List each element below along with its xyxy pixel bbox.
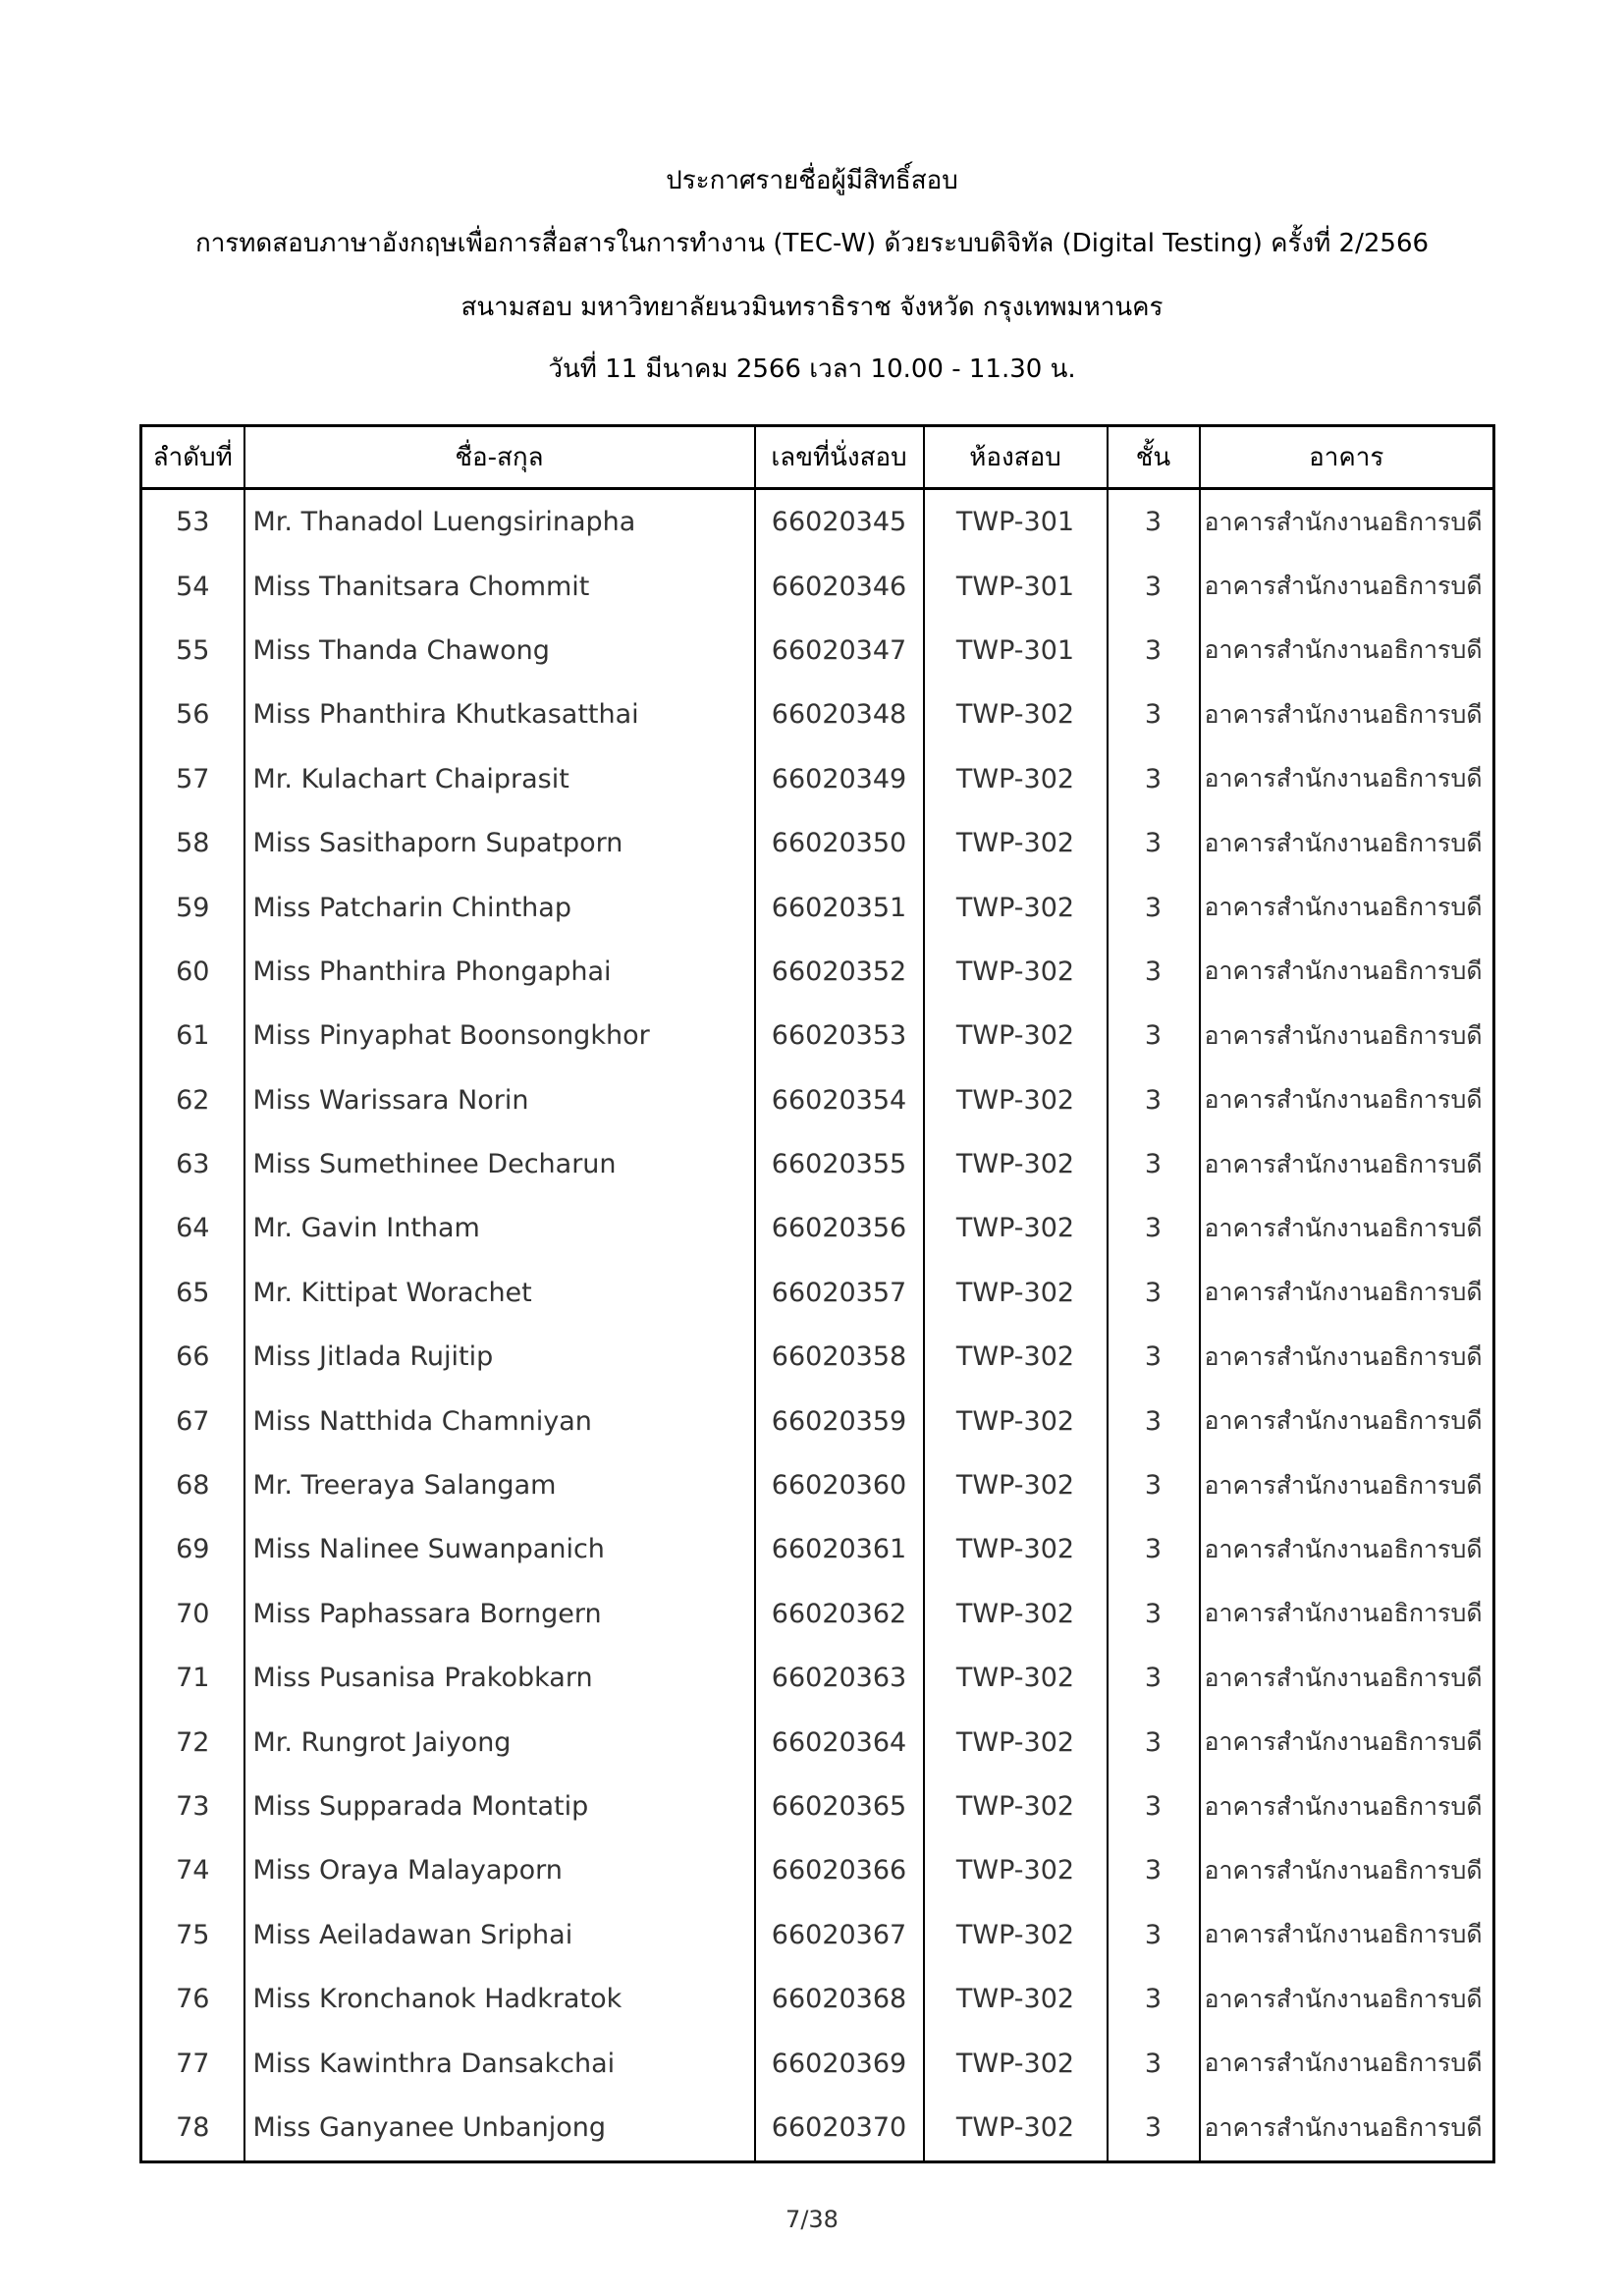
floor: 3	[1108, 489, 1200, 555]
floor: 3	[1108, 2096, 1200, 2162]
seat-number: 66020345	[755, 489, 924, 555]
column-header-seat: เลขที่นั่งสอบ	[755, 426, 924, 489]
exam-venue: สนามสอบ มหาวิทยาลัยนวมินทราธิราช จังหวัด กรุงเทพมหานคร	[460, 293, 1164, 322]
candidate-name: Miss Pinyaphat Boonsongkhor	[244, 1004, 755, 1067]
table-row	[141, 811, 1494, 875]
row-number: 73	[141, 1775, 244, 1838]
seat-number: 66020360	[755, 1453, 924, 1517]
candidate-name: Mr. Kulachart Chaiprasit	[244, 747, 755, 811]
exam-room: TWP-302	[924, 1710, 1108, 1774]
floor: 3	[1108, 940, 1200, 1004]
table-row	[141, 1967, 1494, 2031]
floor: 3	[1108, 1004, 1200, 1067]
building: อาคารสำนักงานอธิการบดี	[1200, 1646, 1494, 1710]
row-number: 58	[141, 811, 244, 875]
row-number: 57	[141, 747, 244, 811]
row-number: 56	[141, 683, 244, 746]
table-row	[141, 1196, 1494, 1260]
exam-room: TWP-302	[924, 875, 1108, 939]
row-number: 60	[141, 940, 244, 1004]
exam-room: TWP-302	[924, 747, 1108, 811]
floor: 3	[1108, 1582, 1200, 1646]
floor: 3	[1108, 619, 1200, 683]
exam-room: TWP-301	[924, 489, 1108, 555]
exam-room: TWP-302	[924, 1903, 1108, 1967]
building: อาคารสำนักงานอธิการบดี	[1200, 1838, 1494, 1902]
candidate-name: Mr. Rungrot Jaiyong	[244, 1710, 755, 1774]
building: อาคารสำนักงานอธิการบดี	[1200, 1517, 1494, 1581]
table-row	[141, 2031, 1494, 2095]
table-row	[141, 683, 1494, 746]
floor: 3	[1108, 1517, 1200, 1581]
building: อาคารสำนักงานอธิการบดี	[1200, 619, 1494, 683]
floor: 3	[1108, 554, 1200, 618]
seat-number: 66020347	[755, 619, 924, 683]
row-number: 78	[141, 2096, 244, 2162]
floor: 3	[1108, 1775, 1200, 1838]
seat-number: 66020358	[755, 1325, 924, 1389]
candidate-name: Miss Kronchanok Hadkratok	[244, 1967, 755, 2031]
candidate-name: Miss Kawinthra Dansakchai	[244, 2031, 755, 2095]
seat-number: 66020367	[755, 1903, 924, 1967]
candidate-name: Miss Sumethinee Decharun	[244, 1132, 755, 1196]
seat-number: 66020368	[755, 1967, 924, 2031]
row-number: 66	[141, 1325, 244, 1389]
table-row	[141, 2096, 1494, 2162]
candidate-name: Miss Supparada Montatip	[244, 1775, 755, 1838]
building: อาคารสำนักงานอธิการบดี	[1200, 1775, 1494, 1838]
seat-number: 66020351	[755, 875, 924, 939]
table-row	[141, 1517, 1494, 1581]
candidate-name: Miss Nalinee Suwanpanich	[244, 1517, 755, 1581]
building: อาคารสำนักงานอธิการบดี	[1200, 1582, 1494, 1646]
building: อาคารสำนักงานอธิการบดี	[1200, 1389, 1494, 1452]
table-row	[141, 1775, 1494, 1838]
candidate-name: Miss Jitlada Rujitip	[244, 1325, 755, 1389]
building: อาคารสำนักงานอธิการบดี	[1200, 747, 1494, 811]
exam-room: TWP-302	[924, 1389, 1108, 1452]
table-row	[141, 1903, 1494, 1967]
column-header-room: ห้องสอบ	[924, 426, 1108, 489]
exam-room: TWP-302	[924, 1517, 1108, 1581]
exam-room: TWP-302	[924, 1582, 1108, 1646]
exam-room: TWP-302	[924, 940, 1108, 1004]
floor: 3	[1108, 1646, 1200, 1710]
seat-number: 66020362	[755, 1582, 924, 1646]
row-number: 59	[141, 875, 244, 939]
candidate-name: Miss Warissara Norin	[244, 1068, 755, 1132]
building: อาคารสำนักงานอธิการบดี	[1200, 1325, 1494, 1389]
exam-room: TWP-302	[924, 2096, 1108, 2162]
exam-room: TWP-302	[924, 683, 1108, 746]
exam-room: TWP-302	[924, 1004, 1108, 1067]
exam-room: TWP-302	[924, 1838, 1108, 1902]
row-number: 74	[141, 1838, 244, 1902]
candidate-name: Miss Phanthira Phongaphai	[244, 940, 755, 1004]
building: อาคารสำนักงานอธิการบดี	[1200, 1196, 1494, 1260]
floor: 3	[1108, 2031, 1200, 2095]
candidate-table	[139, 424, 1495, 2163]
table-row	[141, 554, 1494, 618]
exam-room: TWP-302	[924, 1775, 1108, 1838]
building: อาคารสำนักงานอธิการบดี	[1200, 1453, 1494, 1517]
table-row	[141, 1132, 1494, 1196]
building: อาคารสำนักงานอธิการบดี	[1200, 2031, 1494, 2095]
floor: 3	[1108, 1453, 1200, 1517]
candidate-name: Miss Oraya Malayaporn	[244, 1838, 755, 1902]
building: อาคารสำนักงานอธิการบดี	[1200, 489, 1494, 555]
candidate-name: Miss Phanthira Khutkasatthai	[244, 683, 755, 746]
candidate-name: Miss Ganyanee Unbanjong	[244, 2096, 755, 2162]
exam-room: TWP-301	[924, 554, 1108, 618]
seat-number: 66020346	[755, 554, 924, 618]
row-number: 76	[141, 1967, 244, 2031]
candidate-name: Miss Patcharin Chinthap	[244, 875, 755, 939]
floor: 3	[1108, 1261, 1200, 1325]
row-number: 77	[141, 2031, 244, 2095]
building: อาคารสำนักงานอธิการบดี	[1200, 940, 1494, 1004]
candidate-name: Mr. Treeraya Salangam	[244, 1453, 755, 1517]
exam-room: TWP-302	[924, 811, 1108, 875]
floor: 3	[1108, 1068, 1200, 1132]
floor: 3	[1108, 1967, 1200, 2031]
row-number: 69	[141, 1517, 244, 1581]
candidate-name: Miss Natthida Chamniyan	[244, 1389, 755, 1452]
column-header-building: อาคาร	[1200, 426, 1494, 489]
floor: 3	[1108, 1132, 1200, 1196]
floor: 3	[1108, 747, 1200, 811]
table-row	[141, 619, 1494, 683]
exam-room: TWP-302	[924, 1646, 1108, 1710]
table-row	[141, 1710, 1494, 1774]
floor: 3	[1108, 1903, 1200, 1967]
exam-room: TWP-302	[924, 1132, 1108, 1196]
row-number: 70	[141, 1582, 244, 1646]
row-number: 55	[141, 619, 244, 683]
floor: 3	[1108, 875, 1200, 939]
seat-number: 66020369	[755, 2031, 924, 2095]
table-row	[141, 1582, 1494, 1646]
building: อาคารสำนักงานอธิการบดี	[1200, 1004, 1494, 1067]
candidate-name: Miss Aeiladawan Sriphai	[244, 1903, 755, 1967]
candidate-name: Mr. Kittipat Worachet	[244, 1261, 755, 1325]
exam-room: TWP-302	[924, 1261, 1108, 1325]
row-number: 75	[141, 1903, 244, 1967]
seat-number: 66020361	[755, 1517, 924, 1581]
seat-number: 66020353	[755, 1004, 924, 1067]
column-header-floor: ชั้น	[1108, 426, 1200, 489]
seat-number: 66020366	[755, 1838, 924, 1902]
exam-room: TWP-302	[924, 1196, 1108, 1260]
table-row	[141, 1453, 1494, 1517]
floor: 3	[1108, 1710, 1200, 1774]
row-number: 61	[141, 1004, 244, 1067]
table-row	[141, 1068, 1494, 1132]
seat-number: 66020359	[755, 1389, 924, 1452]
seat-number: 66020363	[755, 1646, 924, 1710]
table-row	[141, 489, 1494, 555]
candidate-name: Mr. Gavin Intham	[244, 1196, 755, 1260]
table-row	[141, 1389, 1494, 1452]
seat-number: 66020364	[755, 1710, 924, 1774]
seat-number: 66020348	[755, 683, 924, 746]
seat-number: 66020370	[755, 2096, 924, 2162]
row-number: 65	[141, 1261, 244, 1325]
row-number: 54	[141, 554, 244, 618]
table-row	[141, 1004, 1494, 1067]
seat-number: 66020354	[755, 1068, 924, 1132]
seat-number: 66020355	[755, 1132, 924, 1196]
seat-number: 66020350	[755, 811, 924, 875]
candidate-name: Miss Paphassara Borngern	[244, 1582, 755, 1646]
seat-number: 66020365	[755, 1775, 924, 1838]
candidate-name: Miss Pusanisa Prakobkarn	[244, 1646, 755, 1710]
seat-number: 66020356	[755, 1196, 924, 1260]
row-number: 68	[141, 1453, 244, 1517]
candidate-name: Miss Thanda Chawong	[244, 619, 755, 683]
seat-number: 66020352	[755, 940, 924, 1004]
floor: 3	[1108, 683, 1200, 746]
exam-room: TWP-302	[924, 1325, 1108, 1389]
floor: 3	[1108, 811, 1200, 875]
candidate-name: Mr. Thanadol Luengsirinapha	[244, 489, 755, 555]
exam-room: TWP-302	[924, 2031, 1108, 2095]
building: อาคารสำนักงานอธิการบดี	[1200, 1903, 1494, 1967]
exam-room: TWP-301	[924, 619, 1108, 683]
floor: 3	[1108, 1838, 1200, 1902]
table-row	[141, 1261, 1494, 1325]
page-number: 7/38	[785, 2206, 839, 2233]
building: อาคารสำนักงานอธิการบดี	[1200, 683, 1494, 746]
table-row	[141, 875, 1494, 939]
floor: 3	[1108, 1389, 1200, 1452]
candidate-name: Miss Sasithaporn Supatporn	[244, 811, 755, 875]
table-header-row	[141, 426, 1494, 489]
building: อาคารสำนักงานอธิการบดี	[1200, 2096, 1494, 2162]
floor: 3	[1108, 1196, 1200, 1260]
column-header-name: ชื่อ-สกุล	[244, 426, 755, 489]
exam-room: TWP-302	[924, 1967, 1108, 2031]
building: อาคารสำนักงานอธิการบดี	[1200, 1132, 1494, 1196]
building: อาคารสำนักงานอธิการบดี	[1200, 875, 1494, 939]
candidate-name: Miss Thanitsara Chommit	[244, 554, 755, 618]
table-row	[141, 747, 1494, 811]
row-number: 63	[141, 1132, 244, 1196]
column-header-no: ลำดับที่	[141, 426, 244, 489]
row-number: 62	[141, 1068, 244, 1132]
row-number: 53	[141, 489, 244, 555]
building: อาคารสำนักงานอธิการบดี	[1200, 554, 1494, 618]
table-row	[141, 1646, 1494, 1710]
building: อาคารสำนักงานอธิการบดี	[1200, 1967, 1494, 2031]
building: อาคารสำนักงานอธิการบดี	[1200, 811, 1494, 875]
table-row	[141, 940, 1494, 1004]
table-row	[141, 1325, 1494, 1389]
building: อาคารสำนักงานอธิการบดี	[1200, 1068, 1494, 1132]
table-body	[141, 489, 1494, 2162]
announcement-title: ประกาศรายชื่อผู้มีสิทธิ์สอบ	[666, 166, 958, 195]
row-number: 64	[141, 1196, 244, 1260]
row-number: 72	[141, 1710, 244, 1774]
exam-datetime: วันที่ 11 มีนาคม 2566 เวลา 10.00 - 11.30 น.	[548, 355, 1076, 384]
exam-room: TWP-302	[924, 1068, 1108, 1132]
exam-room: TWP-302	[924, 1453, 1108, 1517]
row-number: 71	[141, 1646, 244, 1710]
building: อาคารสำนักงานอธิการบดี	[1200, 1261, 1494, 1325]
table-row	[141, 1838, 1494, 1902]
building: อาคารสำนักงานอธิการบดี	[1200, 1710, 1494, 1774]
seat-number: 66020349	[755, 747, 924, 811]
floor: 3	[1108, 1325, 1200, 1389]
exam-name: การทดสอบภาษาอังกฤษเพื่อการสื่อสารในการทำงาน (TEC-W) ด้วยระบบดิจิทัล (Digital Testing) ครั้งที่ 2/2566	[194, 229, 1430, 258]
seat-number: 66020357	[755, 1261, 924, 1325]
row-number: 67	[141, 1389, 244, 1452]
